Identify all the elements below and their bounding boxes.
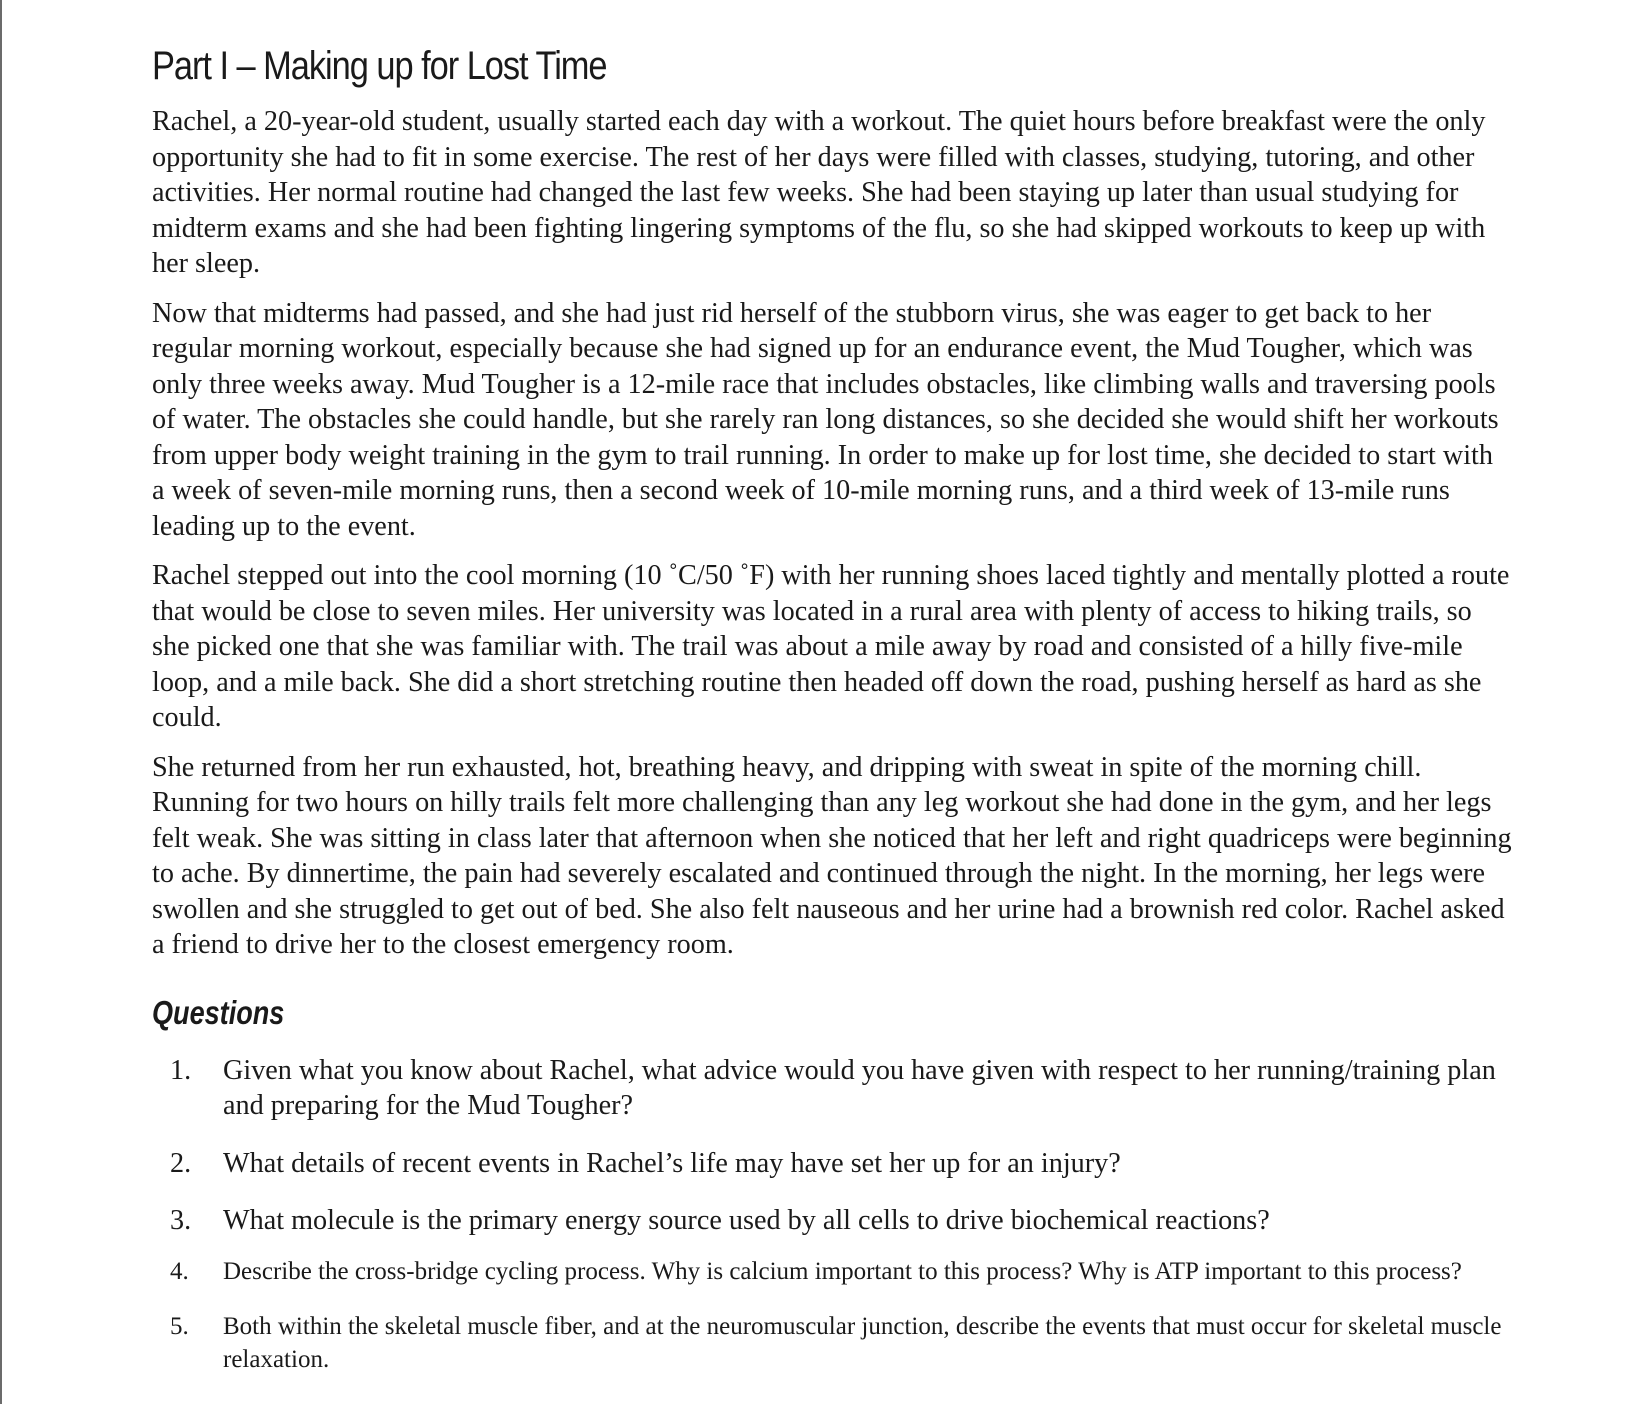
question-text: Both within the skeletal muscle fiber, and at the neuromuscular junction, describe the events that must occur for skeletal muscle relaxation. <box>223 1312 1502 1373</box>
question-item <box>170 1146 1512 1182</box>
paragraph-4: She returned from her run exhausted, hot, breathing heavy, and dripping with sweat in spite of the morning chill. Running for two hours on hilly trails felt more challenging than any leg workout she had done in the gym, and her legs felt weak. She was sitting in class later that afternoon when she noticed that her left and right quadriceps were beginning to ache. By dinnertime, the pain had severely escalated and continued through the night. In the morning, her legs were swollen and she struggled to get out of bed. She also felt nauseous and her urine had a brownish red color. Rachel asked a friend to drive her to the closest emergency room. <box>152 751 1512 960</box>
question-item <box>170 1255 1512 1288</box>
question-item <box>170 1203 1512 1239</box>
paragraph-3: Rachel stepped out into the cool morning (10 ˚C/50 ˚F) with her running shoes laced tightly and mentally plotted a route that would be close to seven miles. Her university was located in a rural area with plenty of access to hiking trails, so she picked one that she was familiar with. The trail was about a mile away by road and consisted of a hilly five-mile loop, and a mile back. She did a short stretching routine then headed off down the road, pushing herself as hard as she could. <box>152 560 1510 733</box>
question-text: What molecule is the primary energy source used by all cells to drive biochemical reactions? <box>223 1205 1270 1236</box>
question-text: Describe the cross-bridge cycling process. Why is calcium important to this process? Why is ATP important to this process? <box>223 1257 1462 1285</box>
question-text: What details of recent events in Rachel’s life may have set her up for an injury? <box>223 1147 1121 1179</box>
paragraph-2: Now that midterms had passed, and she had just rid herself of the stubborn virus, she was eager to get back to her regular morning workout, especially because she had signed up for an endurance event, the Mud Tougher, which was only three weeks away. Mud Tougher is a 12-mile race that includes obstacles, like climbing walls and traversing pools of water. The obstacles she could handle, but she rarely ran long distances, so she decided she would shift her workouts from upper body weight training in the gym to trail running. In order to make up for lost time, she decided to start with a week of seven-mile morning runs, then a second week of 10-mile morning runs, and a third week of 13-mile runs leading up to the event. <box>152 297 1499 542</box>
paragraph-1: Rachel, a 20-year-old student, usually started each day with a workout. The quiet hours before breakfast were the only opportunity she had to fit in some exercise. The rest of her days were filled with classes, studying, tutoring, and other activities. Her normal routine had changed the last few weeks. She had been staying up later than usual studying for midterm exams and she had been fighting lingering symptoms of the flu, so she had skipped workouts to keep up with her sleep. <box>152 106 1486 279</box>
question-number: 4. <box>170 1257 189 1285</box>
document-content <box>152 42 1512 1376</box>
part-title: Part I – Making up for Lost Time <box>152 44 607 88</box>
questions-heading: Questions <box>152 993 285 1031</box>
question-number: 3. <box>170 1205 192 1236</box>
question-item <box>170 1053 1512 1124</box>
question-number: 1. <box>170 1054 192 1086</box>
question-number: 2. <box>170 1147 192 1179</box>
question-number: 5. <box>170 1312 189 1340</box>
question-item <box>170 1310 1512 1376</box>
question-text: Given what you know about Rachel, what advice would you have given with respect to her running/training plan and preparing for the Mud Tougher? <box>223 1054 1496 1121</box>
questions-list <box>152 1053 1512 1376</box>
